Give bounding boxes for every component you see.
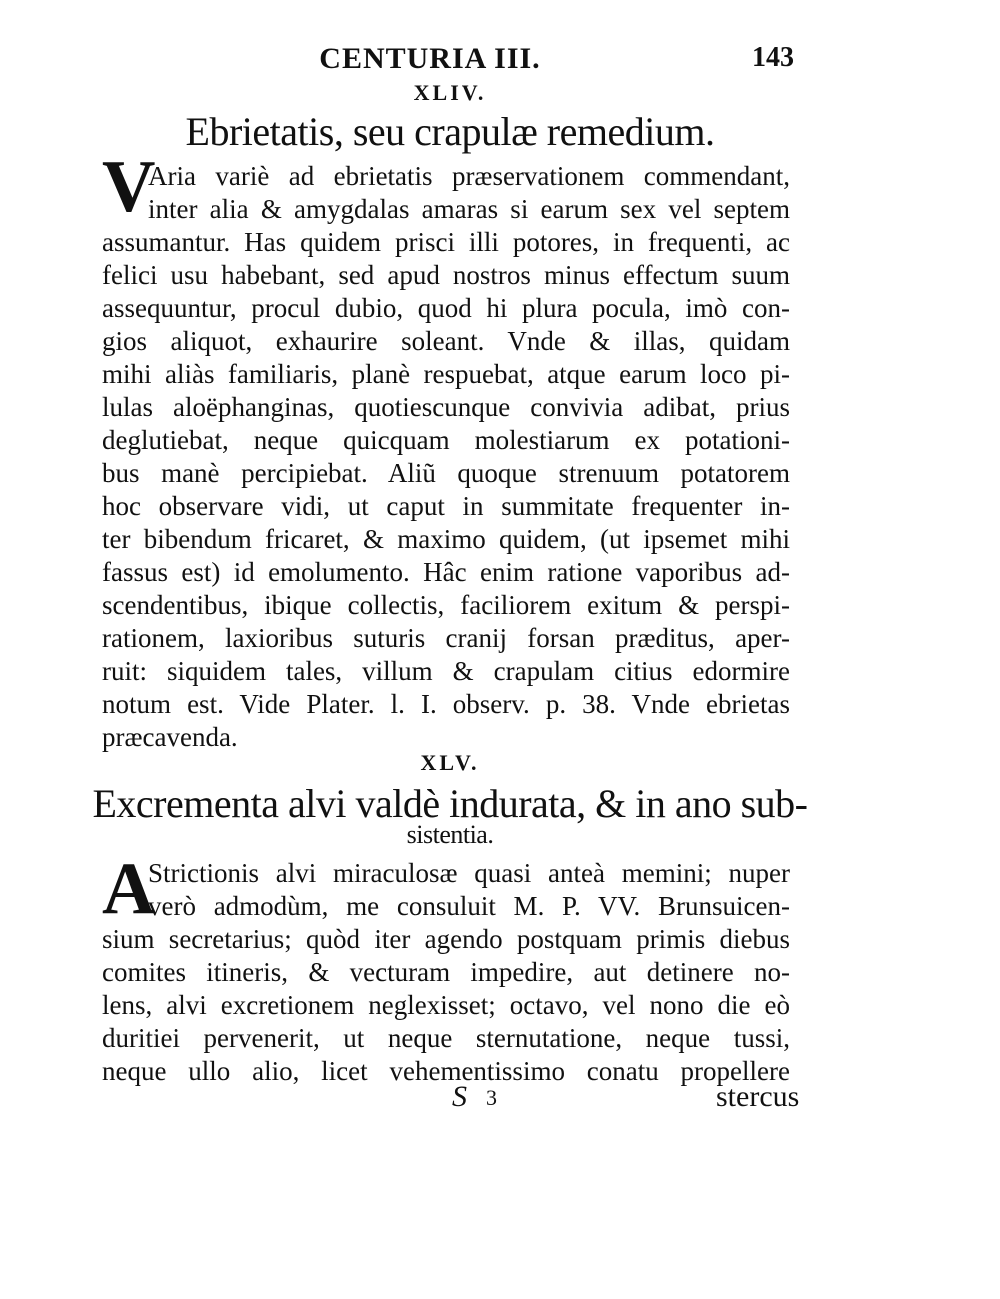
text-line: præcavenda. — [102, 722, 238, 752]
drop-cap-a: A — [102, 848, 156, 930]
text-line: ruit: siquidem tales, villum & crapulam citius edormire — [102, 656, 790, 686]
text-line: verò admodùm, me consuluit M. P. VV. Brunsuicen- — [148, 891, 790, 921]
section-title-xlv-cont: sistentia. — [406, 820, 494, 849]
catchword: stercus — [716, 1080, 800, 1113]
running-head: CENTURIA III. — [319, 42, 541, 75]
text-line: Strictionis alvi miraculosæ quasi anteà memini; nuper — [148, 858, 790, 888]
text-line: Aria variè ad ebrietatis præservationem commendant, — [148, 161, 790, 191]
text-line: hoc observare vidi, ut caput in summitate frequenter in- — [102, 491, 790, 521]
signature-mark: S — [452, 1080, 467, 1113]
section-title-xliv: Ebrietatis, seu crapulæ remedium. — [185, 109, 715, 154]
text-line: scendentibus, ibique collectis, faciliorem exitum & perspi- — [102, 590, 790, 620]
text-line: comites itineris, & vecturam impedire, aut detinere no- — [102, 957, 790, 987]
text-line: gios aliquot, exhaurire soleant. Vnde & illas, quidam — [102, 326, 790, 356]
text-line: lens, alvi excretionem neglexisset; octavo, vel nono die eò — [102, 990, 790, 1020]
text-line: inter alia & amygdalas amaras si earum sex vel septem — [148, 194, 790, 224]
text-line: mihi aliàs familiaris, planè respuebat, atque earum loco pi- — [102, 359, 790, 389]
text-line: neque ullo alio, licet vehementissimo conatu propellere — [102, 1056, 790, 1086]
text-line: assumantur. Has quidem prisci illi potores, in frequenti, ac — [102, 227, 790, 257]
text-line: rationem, laxioribus suturis cranij forsan præditus, aper- — [102, 623, 790, 653]
section-title-xlv: Excrementa alvi valdè indurata, & in ano sub- — [92, 781, 808, 826]
text-line: ter bibendum fricaret, & maximo quidem, (ut ipsemet mihi — [102, 524, 790, 554]
page-number: 143 — [752, 42, 794, 73]
text-line: bus manè percipiebat. Aliũ quoque strenuum potatorem — [102, 458, 790, 488]
text-line: felici usu habebant, sed apud nostros minus effectum suum — [102, 260, 790, 290]
signature-number: 3 — [486, 1085, 497, 1110]
section-number-xliv: XLIV. — [413, 80, 487, 105]
text-line: fassus est) id emolumento. Hâc enim ratione vaporibus ad- — [102, 557, 790, 587]
text-line: notum est. Vide Plater. l. I. observ. p. 38. Vnde ebrietas — [102, 689, 790, 719]
section-number-xlv: XLV. — [420, 750, 480, 775]
text-line: sium secretarius; quòd iter agendo postquam primis diebus — [102, 924, 790, 954]
text-line: lulas aloëphanginas, quotiescunque convivia adibat, prius — [102, 392, 790, 422]
text-line: assequuntur, procul dubio, quod hi plura pocula, imò con- — [102, 293, 790, 323]
text-line: duritiei pervenerit, ut neque sternutatione, neque tussi, — [102, 1023, 790, 1053]
text-line: deglutiebat, neque quicquam molestiarum ex potationi- — [102, 425, 790, 455]
drop-cap-v: V — [102, 146, 156, 228]
